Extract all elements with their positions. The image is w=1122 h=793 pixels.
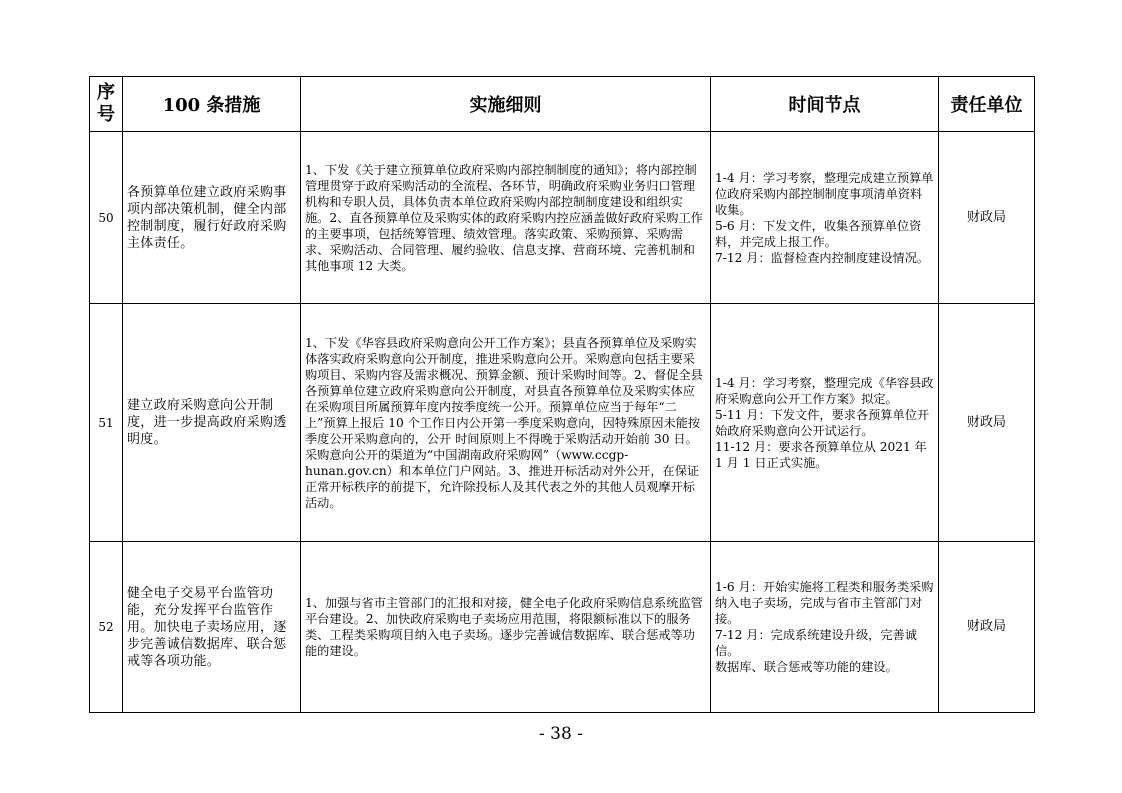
page-number: - 38 - (539, 724, 583, 744)
timeline-entry: 1-6 月：开始实施将工程类和服务类采购纳入电子卖场，完成与省市主管部门对接。 (715, 580, 934, 626)
header-unit: 责任单位 (939, 77, 1035, 132)
row-detail: 1、下发《关于建立预算单位政府采购内部控制制度的通知》；将内部控制管理贯穿于政府采购活动的全流程、各环节，明确政府采购业务归口管理机构和专职人员，具体负责本单位政府采购内部控制制度建设和组织实施。2、直各预算单位及采购实体的政府采购内控应涵盖做好政府采购工作的主要事项，包括统筹管理、绩效管理。落实政策、采购预算、采购需求、采购活动、合同管理、履约验收、信息支撑、营商环境、完善机制和其他事项 12 大类。 (301, 132, 711, 304)
measures-table (89, 76, 1035, 713)
header-measure: 100 条措施 (123, 77, 301, 132)
row-responsible-unit: 财政局 (939, 304, 1035, 542)
timeline-entry: 位政府采购内部控制制度事项清单资料收集。 (715, 186, 923, 217)
row-responsible-unit: 财政局 (939, 542, 1035, 713)
row-detail: 1、下发《华容县政府采购意向公开工作方案》；县直各预算单位及采购实体落实政府采购意向公开制度，推进采购意向公开。采购意向包括主要采购项目、采购内容及需求概况、预算金额、预计采购时间等。2、督促全县各预算单位建立政府采购意向公开制度，对县直各预算单位及采购实体应在采购项目所属预算年度内按季度统一公开。预算单位应当于每年“二上”预算上报后 10 个工作日内公开第一季度采购意向，因特殊原因未能按季度公开采购意向的，公开 时间原则上不得晚于采购活动开始前 30 日。采购意向公开的渠道为“中国湖南政府采购网”（www.ccgp-hunan.gov.cn）和本单位门户网站。3、推进开标活动对外公开，在保证正常开标秩序的前提下，允许除投标人及其代表之外的其他人员观摩开标活动。 (301, 304, 711, 542)
row-timeline (711, 132, 939, 304)
row-measure: 健全电子交易平台监管功能，充分发挥平台监管作用。加快电子卖场应用，逐步完善诚信数据库、联合惩戒等各项功能。 (123, 542, 301, 713)
row-responsible-unit: 财政局 (939, 132, 1035, 304)
row-detail: 1、加强与省市主管部门的汇报和对接，健全电子化政府采购信息系统监管平台建设。2、加快政府采购电子卖场应用范围，将限额标准以下的服务类、工程类采购项目纳入电子卖场。逐步完善诚信数据库、联合惩戒等功能的建设。 (301, 542, 711, 713)
timeline-entry: 5-11 月：下发文件，要求各预算单位开始政府采购意向公开试运行。 (715, 407, 930, 438)
table-row (90, 304, 1035, 542)
table-header-row (90, 77, 1035, 132)
row-timeline (711, 542, 939, 713)
table-row (90, 542, 1035, 713)
table-row (90, 132, 1035, 304)
row-timeline (711, 304, 939, 542)
timeline-entry: 7-12 月：完成系统建设升级，完善诚信。 (715, 628, 917, 658)
row-measure: 各预算单位建立政府采购事项内部决策机制，健全内部控制制度，履行好政府采购主体责任。 (123, 132, 301, 304)
timeline-entry: 1-4 月：学习考察，整理完成建立预算单 (715, 170, 934, 185)
row-number: 51 (90, 304, 123, 542)
row-number: 50 (90, 132, 123, 304)
header-timeline: 时间节点 (711, 77, 939, 132)
header-seq: 序号 (90, 77, 123, 132)
timeline-entry: 11-12 月：要求各预算单位从 2021 年 1 月 1 日正式实施。 (715, 439, 931, 470)
header-detail: 实施细则 (301, 77, 711, 132)
timeline-entry: 数据库、联合惩戒等功能的建设。 (715, 660, 898, 674)
timeline-entry: 1-4 月：学习考察，整理完成《华容县政府采购意向公开工作方案》拟定。 (715, 375, 934, 406)
timeline-entry: 7-12 月：监督检查内控制度建设情况。 (715, 250, 930, 265)
timeline-entry: 5-6 月：下发文件，收集各预算单位资料，并完成上报工作。 (715, 218, 922, 249)
row-number: 52 (90, 542, 123, 713)
row-measure: 建立政府采购意向公开制度，进一步提高政府采购透明度。 (123, 304, 301, 542)
